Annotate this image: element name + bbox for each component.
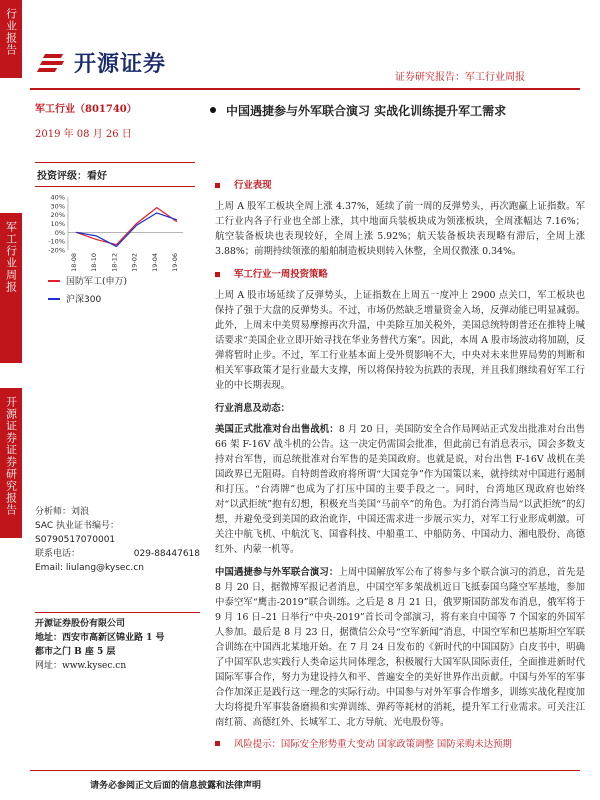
company-website[interactable]: 网址：www.kysec.cn [35, 661, 127, 671]
top-divider [30, 88, 580, 90]
company-info [35, 612, 200, 673]
disclaimer-footer: 请务必参阅正文后面的信息披露和法律声明 [90, 781, 262, 791]
section-heading: 军工行业一周投资策略 [215, 267, 585, 282]
report-type: 证券研究报告：军工行业周报 [395, 72, 525, 83]
series-line-0 [76, 208, 177, 245]
x-tick-label: 18-10 [90, 253, 99, 272]
paragraph: 上周 A 股市场延续了反弹势头，上证指数在上周五一度冲上 2900 点关口，军工板块也保持了强于大盘的反弹势头。不过，市场仍然缺乏增量资金入场，反弹动能已明显减弱。此外，上周末中美贸易摩擦再次升温，中美除互加关税外，美国总统特朗普还在推特上喊话要求“美国企业立即开始寻找在华业务替代方案”。因此，本周 A 股市场波动将加剧，反弹将暂时止步。不过，军工行业基本面上受外贸影响不大，中央对未来世界局势的判断和相关军事政策才是行业最大支撑，所以将保持较为抗跌的表现，并且我们继续看好军工行业的中长期表现。 [215, 290, 585, 391]
x-tick-label: 18-12 [110, 253, 119, 272]
side-label-weekly: 军工行业周报 [0, 213, 22, 363]
bullet-icon [215, 272, 220, 277]
analyst-info [35, 505, 200, 575]
investment-rating: 投资评级：看好 [35, 162, 195, 187]
legend-item: 国防军工(申万) [48, 274, 127, 287]
bullet-icon [210, 107, 216, 113]
y-tick-label: 20% [50, 211, 65, 220]
email-label: Email: [35, 563, 64, 573]
report-date: 2019 年 08 月 26 日 [35, 129, 132, 140]
y-tick-label: 40% [50, 193, 65, 202]
license-number: S0790517070001 [35, 535, 116, 545]
news-item: 美国正式批准对台出售战机：8 月 20 日，美国防安全合作局网站正式发出批准对台出售 66 架 F-16V 战斗机的公告。这一决定仍需国会批准，但此前已有消息表示，国会多数支持对台军售，而总统批准对台军售的是美国政府。也就是说，对台出售 F-16V 战机在美国政界已无阻碍。自特朗普政府将所谓“大国竞争”作为国策以来，就持续对中国进行遏制和打压。“台湾牌”也成为了打压中国的主要手段之一。同时，台湾地区现政府也始终对“以武拒统”抱有幻想，积极充当美国“马前卒”的角色。为打消台湾当局“以武拒统”的幻想，并避免受到美国的政治讹诈，中国还需求进一步展示实力，对军工行业形成刺激。可关注中航飞机、中航沈飞、国睿科技、中船重工、中船防务、中国动力、湘电股份、高德红外、内蒙一机等。 [215, 424, 585, 555]
phone-number: 029-88447618 [133, 549, 200, 559]
paragraph: 上周 A 股军工板块全周上涨 4.37%，延续了前一周的反弹势头，再次跑赢上证指数。军工行业内各子行业也全部上涨，其中地面兵装板块成为领涨板块，全周涨幅达 7.16%；航空装备板块也表现较好，全周上涨 5.92%；航天装备板块表现略有滞后，全周上涨 3.88%；前期持续领涨的船舶制造板块则转入休整，全周仅微涨 0.34%。 [215, 201, 585, 257]
section-heading: 行业表现 [215, 178, 585, 193]
x-tick-label: 18-08 [70, 253, 78, 272]
x-tick-label: 19-04 [150, 253, 159, 272]
brand-name: 开源证券 [74, 52, 167, 77]
analyst-name: 分析师：刘浪 [35, 507, 90, 517]
x-tick-label: 19-02 [130, 253, 139, 272]
company-address: 地址：西安市高新区锦业路 1 号 [35, 633, 165, 643]
report-title: 中国遇捷参与外军联合演习 实战化训练提升军工需求 [210, 102, 506, 119]
logo-icon [38, 52, 68, 74]
news-heading: 行业消息及动态： [215, 403, 291, 414]
bullet-icon [215, 183, 220, 188]
bullet-icon [215, 741, 220, 746]
company-name: 开源证券股份有限公司 [35, 619, 126, 629]
series-line-1 [76, 213, 177, 247]
y-tick-label: 0% [54, 228, 65, 237]
side-label-research: 开源证券证券研究报告 [0, 388, 22, 538]
license-label: SAC 执业证书编号： [35, 521, 120, 531]
bottom-divider [30, 770, 580, 771]
y-tick-label: 30% [50, 202, 65, 211]
industry-code: 军工行业（801740） [35, 104, 137, 115]
chart-legend [48, 274, 127, 310]
company-address-2: 都市之门 B 座 5 层 [35, 647, 116, 657]
risk-warning: 风险提示：国际安全形势重大变动 国家政策调整 国防采购未达预期 [215, 736, 585, 750]
legend-item: 沪深300 [48, 292, 127, 305]
x-tick-label: 19-06 [171, 253, 179, 272]
email-link[interactable]: liulang@kysec.cn [65, 563, 144, 573]
y-tick-label: 10% [50, 220, 65, 228]
news-item: 中国遇捷参与外军联合演习：上周中国解放军公布了将参与多个联合演习的消息，首先是 8 月 20 日，据微博军报记者消息，中国空军多架战机近日飞抵泰国乌隆空军基地，参加中泰空军“鹰击-2019”联合训练。之后是 8 月 21 日，俄罗斯国防部发布消息，俄军将于 9 月 16 日–21 日举行“中央-2019”首长司令部演习，将有来自中国等 7 个国家的外国军人参加。最后是 8 月 23 日，据微信公众号“空军新闻”消息，中国空军和巴基斯坦空军联合训练在中国西北某地开始。在 7 月 24 日发布的《新时代的中国国防》白皮书中，明确了中国军队忠实践行人类命运共同体理念，积极履行大国军队国际责任，全面推进新时代国际军事合作，努力为建设持久和平、普遍安全的美好世界作出贡献。中国与外军的军事合作加深正是践行这一理念的实际行动。中国参与对外军事合作增多，训练实战化程度加大均将提升军事装备磨损和实弹训练、弹药等耗材的消耗，提升军工行业需求。可关注江南红箭、高德红外、长城军工、北方导航、光电股份等。 [215, 567, 585, 728]
meta-column [35, 96, 195, 187]
y-tick-label: -10% [48, 237, 65, 246]
side-label-industry-report: 行业报告 [0, 0, 22, 78]
main-content [215, 178, 585, 738]
phone-label: 联系电话： [35, 549, 81, 559]
y-tick-label: -20% [48, 246, 65, 255]
brand-logo [38, 47, 166, 78]
